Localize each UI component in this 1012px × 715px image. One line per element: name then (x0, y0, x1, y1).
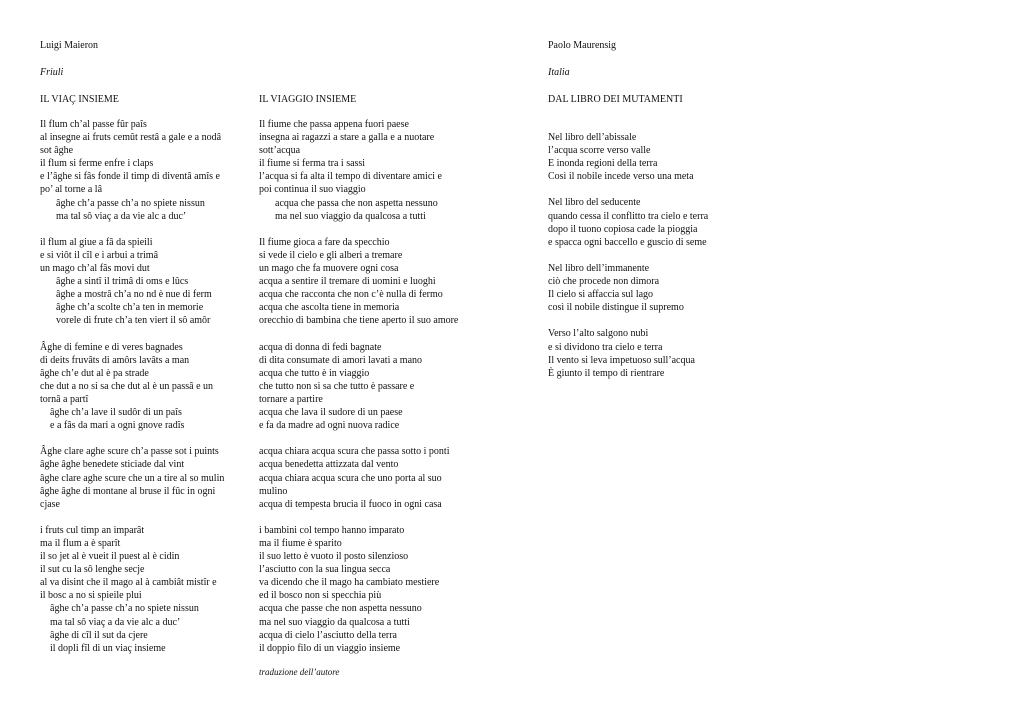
verse-line: acqua chiara acqua scura che passa sotto i ponti (259, 446, 450, 458)
verse-line: tornâ a partî (40, 393, 89, 405)
verse-line: il dopli fîl di un viaç insieme (50, 642, 166, 654)
translation-poem (259, 118, 458, 655)
verse-line: Nel libro del seducente (548, 197, 641, 209)
verse-line: poi continua il suo viaggio (259, 184, 366, 196)
verse-line: Il vento si leva impetuoso sull’acqua (548, 354, 695, 366)
stanza-gap (548, 314, 708, 327)
stanza-gap (259, 328, 458, 341)
verse-line: âghe ch’a passe ch’a no spiete nissun (56, 197, 205, 209)
verse-line: ma nel suo viaggio da qualcosa a tutti (259, 616, 410, 628)
verse-line: po’ al torne a lâ (40, 184, 103, 196)
verse-line: âghe ch’a passe ch’a no spiete nissun (50, 603, 199, 615)
right-region: Italia (548, 67, 570, 78)
verse-line: acqua che passe che non aspetta nessuno (259, 603, 422, 615)
verse-line: acqua chiara acqua scura che uno porta al suo (259, 472, 442, 484)
translator-note: traduzione dell’autore (259, 667, 340, 677)
verse-line: E inonda regioni della terra (548, 158, 658, 170)
verse-line: âghe âghe benedete sticiade dal vint (40, 459, 185, 471)
verse-line: si vede il cielo e gli alberi a tremare (259, 249, 403, 261)
verse-line: Verso l’alto salgono nubi (548, 328, 649, 340)
verse-line: acqua che passa che non aspetta nessuno (275, 197, 438, 209)
verse-line: âghe ch’e dut al è pa strade (40, 367, 149, 379)
verse-line: l’acqua si fa alta il tempo di diventare amici e (259, 171, 442, 183)
verse-line: acqua che ascolta tiene in memoria (259, 302, 400, 314)
verse-line: Il flum ch’al passe fûr paîs (40, 119, 147, 130)
verse-line: che dut a no si sa che dut al è un passâ e un (40, 380, 214, 392)
verse-line: un mago che fa muovere ogni cosa (259, 263, 399, 275)
stanza-gap (40, 511, 224, 524)
title-original: IL VIAÇ INSIEME (40, 94, 119, 105)
verse-line: acqua che tutto è in viaggio (259, 367, 370, 379)
verse-line: e a fâs da mari a ogni gnove radîs (50, 420, 185, 432)
stanza-gap (40, 223, 224, 236)
verse-line: âghe a sintî il trimâ di oms e lûcs (56, 276, 189, 288)
verse-line: il so jet al è vueit il puest al è cidin (40, 551, 180, 563)
verse-line: di dita consumate di amori lavati a mano (259, 354, 423, 366)
verse-line: ma nel suo viaggio da qualcosa a tutti (275, 210, 426, 222)
verse-line: cjase (40, 498, 60, 510)
verse-line: quando cessa il conflitto tra cielo e terra (548, 210, 709, 222)
verse-line: Âghe di femine e di veres bagnades (40, 341, 183, 353)
verse-line: acqua di donna di fedi bagnate (259, 341, 382, 353)
verse-line: È giunto il tempo di rientrare (548, 367, 665, 379)
verse-line: e si dividono tra cielo e terra (548, 341, 663, 353)
verse-line: âghe âghe di montane al bruse il fûc in ogni (40, 485, 216, 497)
verse-line: e spacca ogni baccello e guscio di seme (548, 236, 707, 248)
verse-line: ma tal sô viaç a da vie alc a duc’ (50, 616, 181, 628)
verse-line: che tutto non si sa che tutto è passare e (259, 380, 415, 392)
verse-line: ma il fiume è sparito (259, 538, 342, 549)
verse-line: ma tal sô viaç a da vie alc a duc’ (56, 210, 187, 222)
verse-line: il fiume si ferma tra i sassi (259, 158, 366, 170)
verse-line: âghe di cîl il sut da cjere (50, 629, 148, 641)
verse-line: mulino (259, 485, 288, 497)
verse-line: insegna ai ragazzi a stare a galla e a nuotare (259, 132, 435, 144)
verse-line: orecchio di bambina che tiene aperto il suo amore (259, 315, 459, 327)
verse-line: Il cielo si affaccia sul lago (548, 289, 654, 301)
stanza-gap (40, 432, 224, 445)
verse-line: acqua di cielo l’asciutto della terra (259, 629, 397, 641)
stanza-gap (40, 328, 224, 341)
verse-line: il suo letto è vuoto il posto silenzioso (259, 551, 409, 563)
verse-line: acqua che lava il sudore di un paese (259, 407, 403, 419)
verse-line: il flum al giue a fâ da spieili (40, 236, 153, 248)
verse-line: Nel libro dell’abissale (548, 132, 637, 143)
right-poem (548, 131, 708, 380)
verse-line: al va disint che il mago al à cambiât mistîr e (40, 577, 217, 589)
original-poem (40, 118, 224, 655)
verse-line: il bosc a no si spieile plui (40, 590, 142, 602)
left-author: Luigi Maieron (40, 40, 99, 51)
stanza-gap (548, 249, 708, 262)
right-title: DAL LIBRO DEI MUTAMENTI (548, 94, 683, 105)
verse-line: acqua che racconta che non c’è nulla di fermo (259, 289, 443, 301)
verse-line: sot âghe (40, 145, 74, 157)
verse-line: âghe a mostrâ ch’a no nd è nue di ferm (56, 289, 212, 301)
stanza-gap (548, 183, 708, 196)
verse-line: ed il bosco non si specchia più (259, 590, 382, 602)
verse-line: âghe clare aghe scure che un a tire al so mulin (40, 472, 225, 484)
verse-line: acqua a sentire il tremare di uomini e luoghi (259, 276, 436, 288)
right-author: Paolo Maurensig (548, 40, 617, 51)
stanza-gap (259, 511, 458, 524)
verse-line: tornare a partire (259, 393, 323, 405)
verse-line: un mago ch’al fâs movi dut (40, 263, 150, 275)
verse-line: Nel libro dell’immanente (548, 262, 650, 274)
verse-line: il flum si ferme enfre i claps (40, 158, 154, 170)
verse-line: Il fiume che passa appena fuori paese (259, 119, 409, 130)
verse-line: l’acqua scorre verso valle (548, 145, 651, 157)
verse-line: il sut cu la sô lenghe secje (40, 564, 145, 576)
verse-line: così il nobile distingue il supremo (548, 302, 684, 314)
verse-line: dopo il tuono copiosa cade la pioggia (548, 223, 698, 235)
verse-line: l’asciutto con la sua lingua secca (259, 564, 391, 576)
verse-line: Così il nobile incede verso una meta (548, 171, 694, 183)
title-translation: IL VIAGGIO INSIEME (259, 94, 357, 105)
verse-line: Il fiume gioca a fare da specchio (259, 236, 390, 248)
verse-line: acqua di tempesta brucia il fuoco in ogni casa (259, 498, 442, 510)
verse-line: i bambini col tempo hanno imparato (259, 524, 405, 536)
verse-line: Âghe clare aghe scure ch’a passe sot i puints (40, 446, 219, 458)
verse-line: di deits fruvâts di amôrs lavâts a man (40, 354, 190, 366)
verse-line: al insegne ai fruts cemût restâ a gale e a nodâ (40, 132, 222, 144)
verse-line: va dicendo che il mago ha cambiato mestiere (259, 577, 440, 589)
stanza-gap (259, 432, 458, 445)
verse-line: âghe ch’a lave il sudôr di un paîs (50, 407, 182, 419)
stanza-gap (259, 223, 458, 236)
verse-line: il doppio filo di un viaggio insieme (259, 642, 401, 654)
verse-line: acqua benedetta attizzata dal vento (259, 459, 399, 471)
left-region: Friuli (40, 67, 64, 78)
verse-line: ciò che procede non dimora (548, 276, 660, 288)
verse-line: e si viôt il cîl e i arbui a trimâ (40, 249, 159, 261)
verse-line: sott’acqua (259, 145, 301, 157)
verse-line: vorele di frute ch’a ten viert il sô amôr (56, 315, 211, 327)
verse-line: âghe ch’a scolte ch’a ten in memorie (56, 302, 204, 314)
verse-line: e fa da madre ad ogni nuova radice (259, 420, 400, 432)
verse-line: ma il flum a è sparît (40, 538, 121, 549)
verse-line: e l’âghe si fâs fonde il timp di diventâ amîs e (40, 171, 220, 183)
verse-line: i fruts cul timp an imparât (40, 524, 145, 536)
